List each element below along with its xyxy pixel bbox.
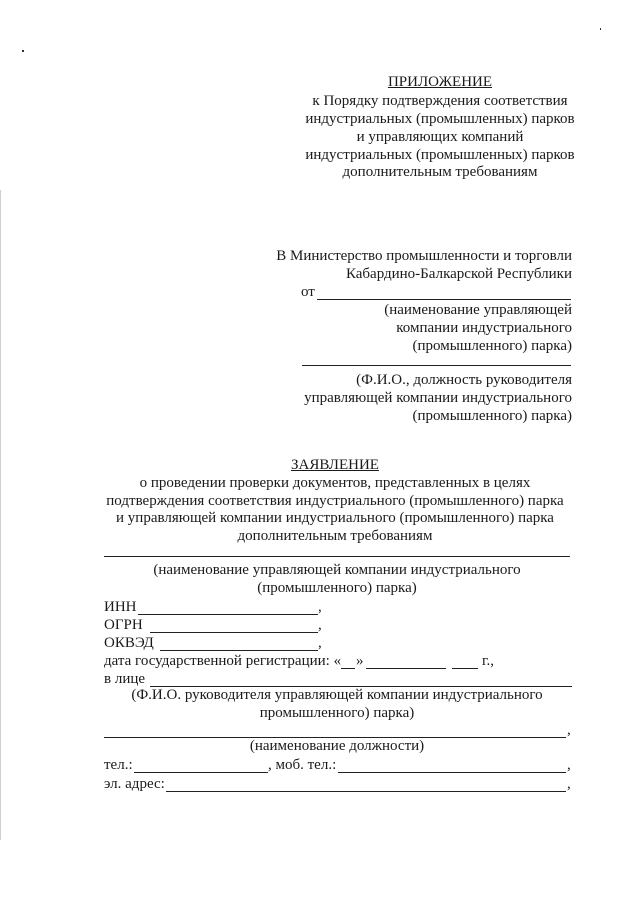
- regdate-year-field[interactable]: [452, 668, 478, 669]
- regdate-quote: »: [356, 653, 364, 669]
- form-head-hint-2: промышленного) парка): [259, 705, 415, 721]
- mobile-label: , моб. тел.:: [268, 757, 337, 773]
- mobile-field[interactable]: [338, 772, 566, 773]
- okved-comma: ,: [318, 635, 322, 651]
- mobile-comma: ,: [567, 757, 571, 773]
- regdate-year-label: г.,: [482, 653, 494, 669]
- okved-label: ОКВЭД: [104, 635, 154, 651]
- form-head-hint-1: (Ф.И.О. руководителя управляющей компании индустриального: [131, 687, 543, 703]
- head-hint-3: (промышленного) парка): [412, 408, 572, 424]
- ogrn-label: ОГРН: [104, 617, 143, 633]
- scan-left-edge: [0, 190, 1, 840]
- phone-label: тел.:: [104, 757, 133, 773]
- from-company-field[interactable]: [317, 299, 571, 300]
- form-company-hint-2: (промышленного) парка): [257, 580, 417, 596]
- form-company-hint-1: (наименование управляющей компании индустриального: [153, 562, 521, 578]
- okved-field[interactable]: [160, 650, 318, 651]
- email-label: эл. адрес:: [104, 776, 165, 792]
- regdate-label: дата государственной регистрации: «: [104, 653, 342, 669]
- ogrn-comma: ,: [318, 617, 322, 633]
- email-field[interactable]: [166, 791, 566, 792]
- statement-title: ЗАЯВЛЕНИЕ: [291, 457, 379, 473]
- company-hint-2: компании индустриального: [396, 320, 572, 336]
- company-name-field[interactable]: [104, 556, 570, 557]
- appendix-line-3: и управляющих компаний: [356, 129, 524, 145]
- phone-field[interactable]: [134, 772, 268, 773]
- statement-line-2: подтверждения соответствия индустриального (промышленного) парка: [106, 493, 564, 509]
- appendix-title: ПРИЛОЖЕНИЕ: [387, 74, 493, 90]
- company-hint-1: (наименование управляющей: [384, 302, 572, 318]
- appendix-line-4: индустриальных (промышленных) парков: [305, 147, 575, 163]
- regdate-month-field[interactable]: [366, 668, 446, 669]
- scan-speck: [600, 28, 601, 30]
- addressee-republic: Кабардино-Балкарской Республики: [345, 266, 572, 282]
- appendix-line-1: к Порядку подтверждения соответствия: [312, 93, 568, 109]
- regdate-day-field[interactable]: [341, 668, 355, 669]
- from-label: от: [301, 284, 315, 300]
- position-hint: (наименование должности): [249, 738, 425, 754]
- company-hint-3: (промышленного) парка): [412, 338, 572, 354]
- statement-line-4: дополнительным требованиям: [237, 528, 433, 544]
- appendix-line-2: индустриальных (промышленных) парков: [305, 111, 575, 127]
- head-hint-1: (Ф.И.О., должность руководителя: [356, 372, 572, 388]
- inn-label: ИНН: [104, 599, 137, 615]
- inn-field[interactable]: [138, 614, 318, 615]
- addressee-ministry: В Министерство промышленности и торговли: [276, 248, 572, 264]
- ogrn-field[interactable]: [150, 632, 318, 633]
- appendix-line-5: дополнительным требованиям: [342, 164, 538, 180]
- scan-speck: [22, 50, 24, 52]
- email-comma: ,: [567, 776, 571, 792]
- position-comma: ,: [567, 722, 571, 738]
- head-hint-2: управляющей компании индустриального: [304, 390, 572, 406]
- face-label: в лице: [104, 671, 146, 687]
- statement-line-1: о проведении проверки документов, представленных в целях: [139, 475, 531, 491]
- from-head-field[interactable]: [302, 365, 571, 366]
- statement-line-3: и управляющей компании индустриального (промышленного) парка: [116, 510, 554, 526]
- inn-comma: ,: [318, 599, 322, 615]
